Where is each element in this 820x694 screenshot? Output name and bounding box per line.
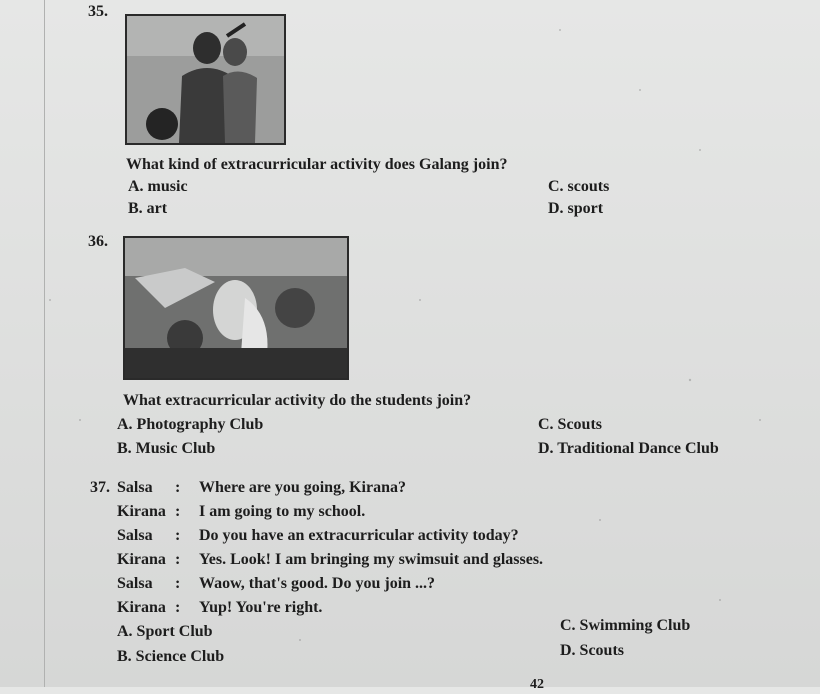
q36-image-dance — [123, 236, 349, 380]
dialogue-line-2 — [117, 503, 365, 521]
q36-option-c[interactable]: C. Scouts — [538, 416, 603, 433]
dialogue-speaker: Kirana — [117, 503, 166, 520]
q35-number: 35. — [88, 3, 108, 20]
q36-option-a[interactable]: A. Photography Club — [117, 416, 264, 433]
dialogue-sep: : — [175, 527, 181, 544]
q35-image-basketball — [125, 14, 286, 145]
dialogue-text: Do you have an extracurricular activity today? — [199, 527, 519, 544]
dialogue-line-1 — [117, 479, 406, 497]
dialogue-sep: : — [175, 551, 181, 568]
q37-option-a[interactable]: A. Sport Club — [117, 623, 213, 640]
q35-option-b[interactable]: B. art — [128, 200, 168, 217]
q35-option-d[interactable]: D. sport — [548, 200, 604, 217]
q36-option-d[interactable]: D. Traditional Dance Club — [538, 440, 719, 457]
dialogue-speaker: Salsa — [117, 527, 153, 544]
dialogue-sep: : — [175, 599, 181, 616]
dialogue-line-4 — [117, 551, 543, 569]
footer-fragment: 42 — [530, 677, 544, 692]
dialogue-text: Waow, that's good. Do you join ...? — [199, 575, 436, 592]
dialogue-text: Where are you going, Kirana? — [199, 479, 406, 496]
dialogue-speaker: Salsa — [117, 479, 153, 496]
q35-option-a[interactable]: A. music — [128, 178, 188, 195]
q37-number: 37. — [90, 479, 110, 496]
q37-option-b[interactable]: B. Science Club — [117, 648, 225, 665]
dialogue-speaker: Kirana — [117, 551, 166, 568]
q37-option-c[interactable]: C. Swimming Club — [560, 617, 691, 634]
dialogue-sep: : — [175, 503, 181, 520]
dialogue-sep: : — [175, 575, 181, 592]
dialogue-line-3 — [117, 527, 519, 545]
dialogue-speaker: Salsa — [117, 575, 153, 592]
basketball-photo-icon — [127, 16, 284, 143]
q36-option-b[interactable]: B. Music Club — [117, 440, 216, 457]
q35-question: What kind of extracurricular activity does Galang join? — [126, 156, 508, 173]
q36-question: What extracurricular activity do the students join? — [123, 392, 472, 409]
q36-number: 36. — [88, 233, 108, 250]
dialogue-line-5 — [117, 575, 435, 593]
dialogue-text: Yes. Look! I am bringing my swimsuit and glasses. — [199, 551, 544, 568]
dialogue-line-6 — [117, 599, 322, 617]
q37-option-d[interactable]: D. Scouts — [560, 642, 625, 659]
page-margin-line — [44, 0, 45, 687]
dance-photo-icon — [125, 238, 347, 378]
dialogue-speaker: Kirana — [117, 599, 166, 616]
dialogue-text: I am going to my school. — [199, 503, 366, 520]
dialogue-text: Yup! You're right. — [199, 599, 323, 616]
dialogue-sep: : — [175, 479, 181, 496]
q35-option-c[interactable]: C. scouts — [548, 178, 610, 195]
